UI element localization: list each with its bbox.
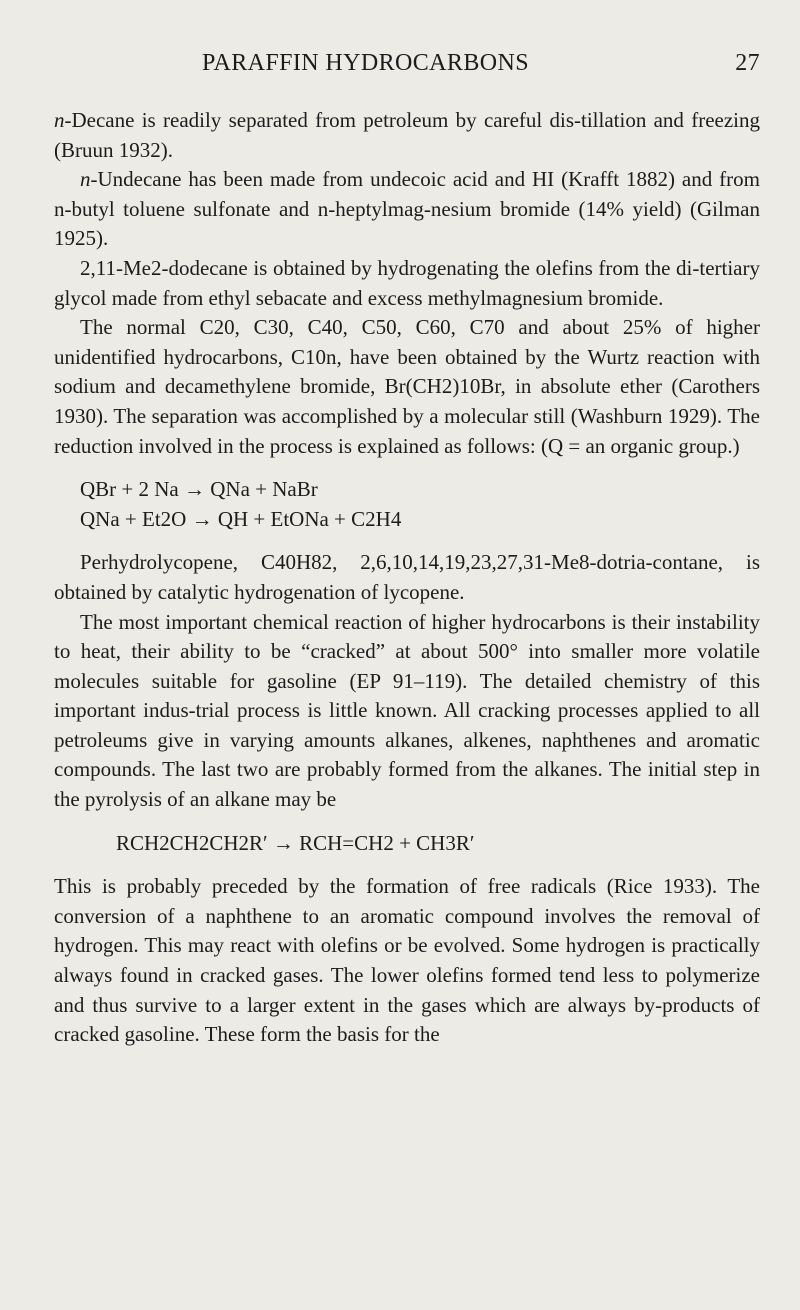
equation-line: QBr + 2 Na → QNa + NaBr xyxy=(80,477,318,502)
paragraph-free-radicals: This is probably preceded by the formation of free radicals (Rice 1933). The conversion of a naphthene to an aromatic compound involves the removal of hydrogen. This may react with olefins or be evolved. Some hydrogen is practically always found in cracked gases. The lower olefins formed tend less to polymerize and thus survive to a larger extent in the gases which are always by-products of cracked gasoline. These form the basis for the xyxy=(54,874,760,1047)
paragraph-dodecane: 2,11-Me2-dodecane is obtained by hydrogenating the olefins from the di-tertiary glycol made from ethyl sebacate and excess methylmagnesium bromide. xyxy=(54,255,760,310)
body-text xyxy=(54,106,760,1050)
reduction-equations xyxy=(54,475,760,534)
paragraph-normal-hydrocarbons: The normal C20, C30, C40, C50, C60, C70 and about 25% of higher unidentified hydrocarbons, C10n, have been obtained by the Wurtz reaction with sodium and decamethylene bromide, Br(CH2)10Br, in absolute ether (Carothers 1930). The separation was accomplished by a molecular still (Washburn 1929). The reduction involved in the process is explained as follows: (Q = an organic group.) xyxy=(54,315,760,458)
pyrolysis-equation xyxy=(54,829,760,859)
italic-prefix: n xyxy=(54,108,65,132)
running-header xyxy=(54,50,760,84)
running-title: PARAFFIN HYDROCARBONS xyxy=(202,50,529,76)
paragraph-perhydrolycopene: Perhydrolycopene, C40H82, 2,6,10,14,19,23,27,31-Me8-dotria-contane, is obtained by catalytic hydrogenation of lycopene. xyxy=(54,550,760,604)
paragraph-cracking: The most important chemical reaction of higher hydrocarbons is their instability to heat, their ability to be “cracked” at about 500° into smaller more volatile molecules suitable for gasoline (EP 91–119). The detailed chemistry of this important indus-trial process is little known. All cracking processes applied to all petroleums give in varying amounts alkanes, alkenes, naphthenes and aromatic compounds. The last two are probably formed from the alkanes. The initial step in the pyrolysis of an alkane may be xyxy=(54,609,760,812)
equation-line: QNa + Et2O → QH + EtONa + C2H4 xyxy=(80,506,402,531)
paragraph-undecane: n-Undecane has been made from undecoic acid and HI (Krafft 1882) and from n-butyl toluene sulfonate and n-heptylmag-nesium bromide (14% yield) (Gilman 1925). xyxy=(54,167,760,251)
italic-prefix: n xyxy=(80,167,91,192)
equation-line: RCH2CH2CH2R′ → RCH=CH2 + CH3R′ xyxy=(116,830,475,855)
paragraph-decane: n-Decane is readily separated from petroleum by careful dis-tillation and freezing (Bruun 1932). xyxy=(54,108,760,162)
page-number: 27 xyxy=(735,50,760,76)
